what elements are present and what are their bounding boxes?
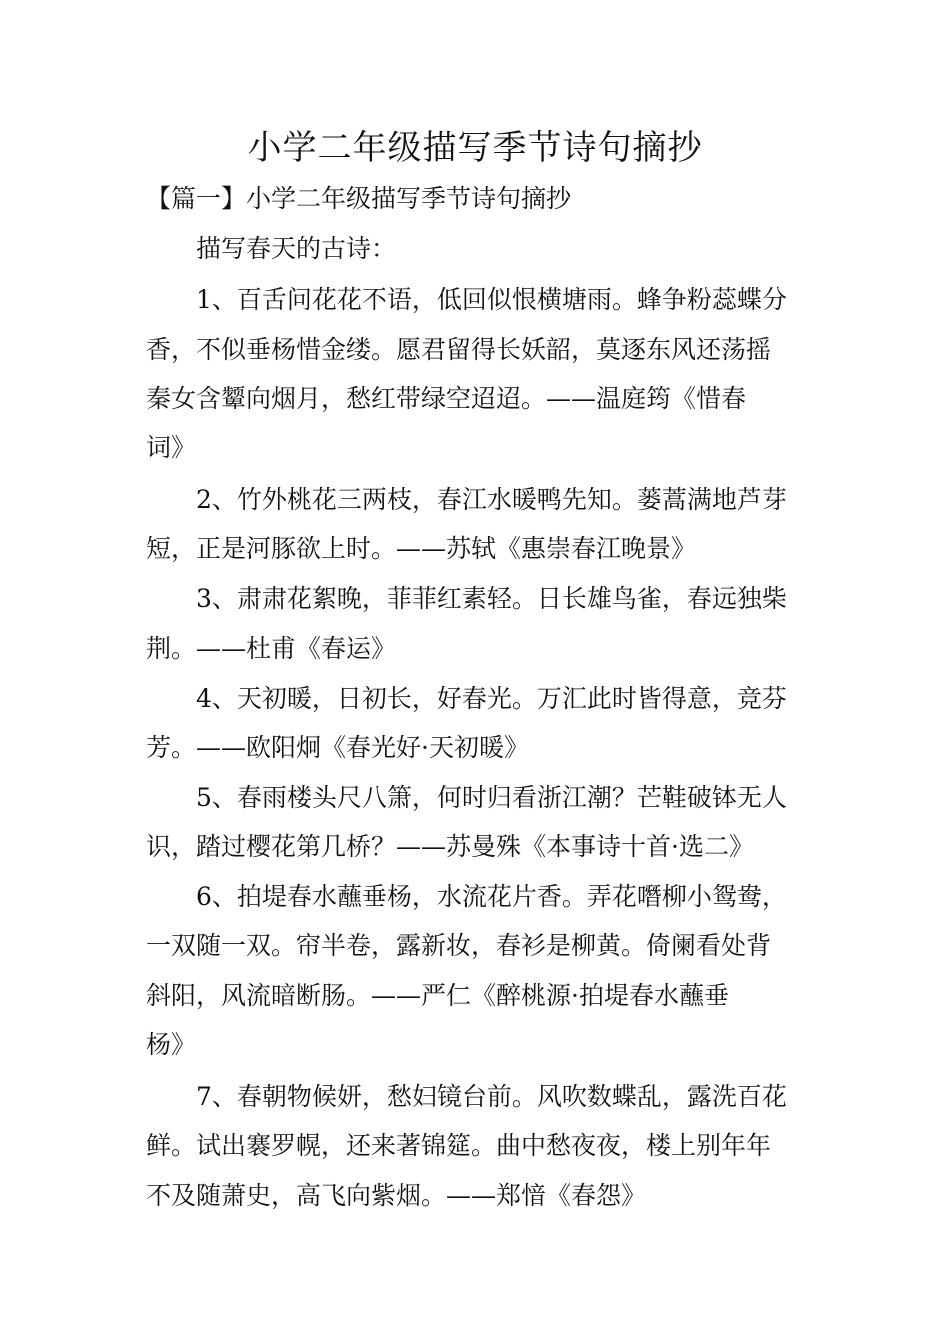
text-line: 1、百舌问花花不语，低回似恨横塘雨。蜂争粉蕊蝶分 (196, 285, 787, 314)
text-line: 秦女含颦向烟月，愁红带绿空迢迢。——温庭筠《惜春 (146, 384, 747, 413)
text-line: 5、春雨楼头尺八箫，何时归看浙江潮？芒鞋破钵无人 (196, 783, 787, 812)
text-line: 短，正是河豚欲上时。——苏轼《惠崇春江晚景》 (146, 534, 697, 563)
text-line: 2、竹外桃花三两枝，春江水暖鸭先知。蒌蒿满地芦芽 (196, 485, 787, 514)
text-line: 识，踏过樱花第几桥？——苏曼殊《本事诗十首·选二》 (146, 832, 754, 861)
document-title: 小学二年级描写季节诗句摘抄 (247, 128, 703, 168)
text-line: 3、肃肃花絮晚，菲菲红素轻。日长雄鸟雀，春远独柴 (196, 584, 787, 613)
section-heading: 【篇一】小学二年级描写季节诗句摘抄 (146, 184, 572, 213)
text-line: 芳。——欧阳炯《春光好·天初暖》 (146, 733, 529, 762)
text-line: 斜阳，风流暗断肠。——严仁《醉桃源·拍堤春水蘸垂 (146, 981, 729, 1010)
text-line: 词》 (146, 433, 197, 462)
text-line: 荆。——杜甫《春运》 (146, 634, 397, 663)
text-line: 6、拍堤春水蘸垂杨，水流花片香。弄花噆柳小鸳鸯， (196, 882, 787, 911)
text-line: 杨》 (146, 1030, 197, 1059)
text-line: 4、天初暖，日初长，好春光。万汇此时皆得意，竞芬 (196, 684, 787, 713)
text-line: 香，不似垂杨惜金缕。愿君留得长妖韶，莫逐东风还荡摇 (146, 335, 772, 364)
text-line: 鲜。试出褰罗幌，还来著锦筵。曲中愁夜夜，楼上别年年 (146, 1131, 772, 1160)
text-line: 一双随一双。帘半卷，露新妆，春衫是柳黄。倚阑看处背 (146, 931, 772, 960)
text-line: 不及随萧史，高飞向紫烟。——郑愔《春怨》 (146, 1181, 647, 1210)
text-line: 7、春朝物候妍，愁妇镜台前。风吹数蝶乱，露洗百花 (196, 1082, 787, 1111)
subheading: 描写春天的古诗： (196, 234, 397, 263)
